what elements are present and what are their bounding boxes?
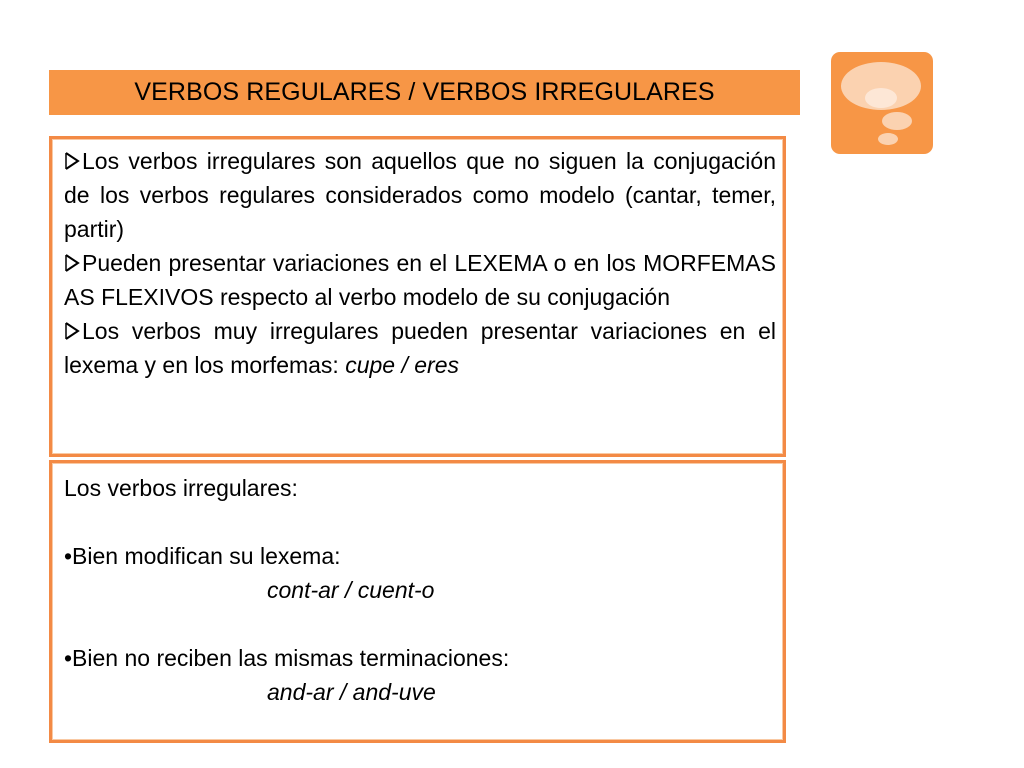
bullet-text: Los verbos irregulares son aquellos que no siguen la conjugación de los verbos regulares considerados como modelo (cantar, temer, partir) (64, 148, 776, 242)
example-text: cont-ar / cuent-o (267, 577, 435, 603)
bullet-text: Pueden presentar variaciones en el LEXEMA o en los MORFEMAS AS FLEXIVOS respecto al verbo modelo de su conjugación (64, 250, 776, 310)
bullet-paragraph (64, 246, 776, 314)
examples-heading: Los verbos irregulares: (64, 475, 298, 501)
arrow-bullet-icon (64, 253, 81, 273)
list-item: •Bien no reciben las mismas terminaciones: (64, 645, 510, 671)
speech-bubble-icon (831, 52, 933, 154)
examples-box (49, 460, 786, 743)
bullet-text: Los verbos muy irregulares pueden presentar variaciones en el lexema y en los morfemas: (64, 318, 776, 378)
bullet-paragraph (64, 314, 776, 382)
list-item: •Bien modifican su lexema: (64, 543, 341, 569)
example-text: and-ar / and-uve (267, 679, 436, 705)
arrow-bullet-icon (64, 151, 81, 171)
slide-title-bar (49, 70, 800, 115)
definition-box (49, 136, 786, 457)
slide-title: VERBOS REGULARES / VERBOS IRREGULARES (134, 78, 715, 106)
arrow-bullet-icon (64, 321, 81, 341)
example-text: cupe / eres (345, 352, 460, 378)
bullet-paragraph (64, 144, 776, 246)
